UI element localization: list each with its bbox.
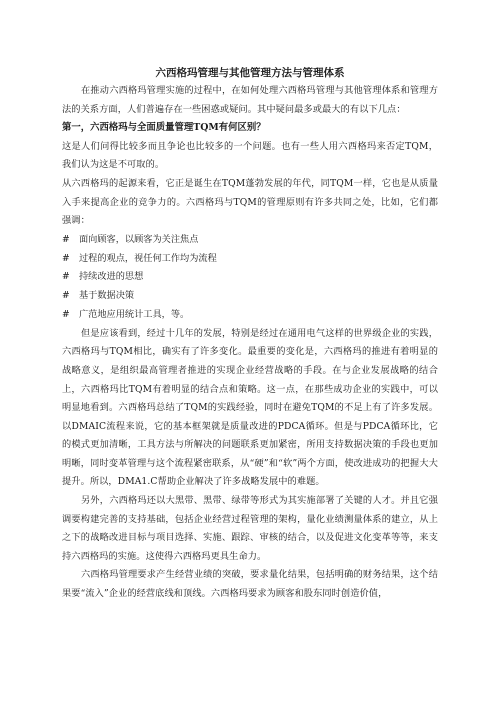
- principles-list: [62, 231, 438, 325]
- list-item-text: 基于数据决策: [79, 290, 135, 302]
- bullet-mark: #: [62, 308, 70, 320]
- paragraph-3: 但是应该看到，经过十几年的发展，特别是经过在通用电气这样的世界级企业的实践，六西格玛与TQM相比，确实有了许多变化。最重要的变化是，六西格玛的推进有着明显的战略意义，是组织最高管理者推进的实现企业经营战略的手段。在与企业发展战略的结合上，六西格玛比TQM有着明显的结合点和策略。这一点，在那些成功企业的实践中，可以明显地看到。六西格玛总结了TQM的实践经验，同时在避免TQM的不足上有了许多发展。以DMAIC流程来说，它的基本框架就是质量改进的PDCA循环。但是与PDCA循环比，它的模式更加清晰，工具方法与所解决的问题联系更加紧密，所用支持数据决策的手段也更加明晰，同时变革管理与这个流程紧密联系，从“硬”和“软”两个方面，使改进成功的把握大大提升。所以，DMA1.C帮助企业解决了许多战略发展中的难题。: [62, 327, 438, 488]
- paragraph-2: 从六西格玛的起源来看，它正是诞生在TQM蓬勃发展的年代，同TQM一样，它也是从质量入手来提高企业的竞争力的。六西格玛与TQM的管理原则有许多共同之处，比如，它们都强调：: [62, 177, 438, 227]
- document-title: 六西格玛管理与其他管理方法与管理体系: [155, 67, 345, 79]
- paragraph-5: 六西格玛管理要求产生经营业绩的突破，要求量化结果，包括明确的财务结果，这个结果要“流入”企业的经营底线和顶线。六西格玛要求为顾客和股东同时创造价值，: [62, 569, 438, 600]
- paragraph-1: 这是人们问得比较多而且争论也比较多的一个问题。也有一些人用六西格玛来否定TQM，我们认为这是不可取的。: [62, 140, 438, 171]
- list-item-text: 广范地应用统计工具，等。: [79, 308, 190, 320]
- paragraph-4: 另外，六西格玛还以大黑带、黑带、绿带等形式为其实施部署了关键的人才。并且它强调要构建完善的支持基础，包括企业经营过程管理的架构，量化业绩测量体系的建立，从上之下的战略改进目标与项目选择、实施、跟踪、审核的结合，以及促进文化变革等等，来支持六西格玛的实施。这使得六西格玛更具生命力。: [62, 495, 438, 562]
- list-item: [62, 268, 438, 287]
- section-heading-1: 第一，六西格玛与全面质量管理TQM有何区别？: [62, 122, 266, 134]
- bullet-mark: #: [62, 290, 70, 302]
- list-item: [62, 306, 438, 325]
- list-item: [62, 287, 438, 306]
- list-item-text: 面向顾客，以顾客为关注焦点: [79, 233, 199, 245]
- list-item: [62, 231, 438, 250]
- intro-paragraph: 在推动六西格玛管理实施的过程中，在如何处理六西格玛管理与其他管理体系和管理方法的关系方面，人们普遍存在一些困惑或疑问。其中疑问最多或最大的有以下几点：: [62, 85, 438, 115]
- bullet-mark: #: [62, 233, 70, 245]
- bullet-mark: #: [62, 271, 70, 283]
- list-item-text: 持续改进的思想: [79, 271, 144, 283]
- bullet-mark: #: [62, 252, 70, 264]
- list-item-text: 过程的观点，视任何工作均为流程: [79, 252, 217, 264]
- list-item: [62, 250, 438, 269]
